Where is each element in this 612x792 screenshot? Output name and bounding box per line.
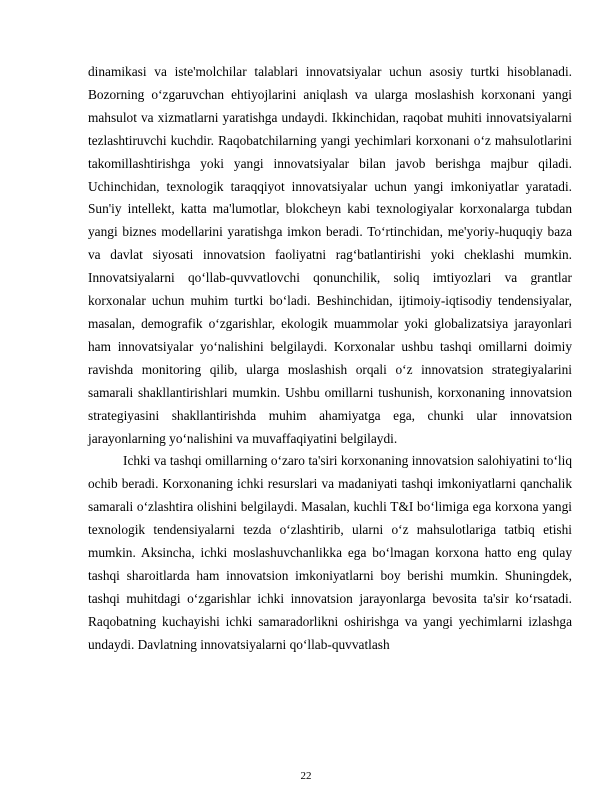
body-text	[88, 61, 572, 657]
paragraph-continued: dinamikasi va iste'molchilar talablari innovatsiyalar uchun asosiy turtki hisoblanadi. Bozorning o‘zgaruvchan ehtiyojlarini aniqlash va ularga moslashish korxonani yangi mahsulot va xizmatlarni yaratishga undaydi. Ikkinchidan, raqobat muhiti innovatsiyalarni tezlashtiruvchi kuchdir. Raqobatchilarning yangi yechimlari korxonani o‘z mahsulotlarini takomillashtirishga yoki yangi innovatsiyalar bilan javob berishga majbur qiladi. Uchinchidan, texnologik taraqqiyot innovatsiyalar uchun yangi imkoniyatlar yaratadi. Sun'iy intellekt, katta ma'lumotlar, blokcheyn kabi texnologiyalar korxonalarga tubdan yangi biznes modellarini yaratishga imkon beradi. To‘rtinchidan, me'yoriy-huquqiy baza va davlat siyosati innovatsion faoliyatni rag‘batlantirishi yoki cheklashi mumkin. Innovatsiyalarni qo‘llab-quvvatlovchi qonunchilik, soliq imtiyozlari va grantlar korxonalar uchun muhim turtki bo‘ladi. Beshinchidan, ijtimoiy-iqtisodiy tendensiyalar, masalan, demografik o‘zgarishlar, ekologik muammolar yoki globalizatsiya jarayonlari ham innovatsiyalar yo‘nalishini belgilaydi. Korxonalar ushbu tashqi omillarni doimiy ravishda monitoring qilib, ularga moslashish orqali o‘z innovatsion strategiyalarini samarali shakllantirishlari mumkin. Ushbu omillarni tushunish, korxonaning innovatsion strategiyasini shakllantirishda muhim ahamiyatga ega, chunki ular innovatsion jarayonlarning yo‘nalishini va muvaffaqiyatini belgilaydi.	[88, 64, 572, 446]
paragraph: Ichki va tashqi omillarning o‘zaro ta'siri korxonaning innovatsion salohiyatini to‘liq ochib beradi. Korxonaning ichki resurslari va madaniyati tashqi imkoniyatlarni qanchalik samarali o‘zlashtira olishini belgilaydi. Masalan, kuchli T&I bo‘limiga ega korxona yangi texnologik tendensiyalarni tezda o‘zlashtirib, ularni o‘z mahsulotlariga tatbiq etishi mumkin. Aksincha, ichki moslashuvchanlikka ega bo‘lmagan korxona hatto eng qulay tashqi sharoitlarda ham innovatsion imkoniyatlarni boy berishi mumkin. Shuningdek, tashqi muhitdagi o‘zgarishlar ichki innovatsion jarayonlarga bevosita ta'sir ko‘rsatadi. Raqobatning kuchayishi ichki samaradorlikni oshirishga va yangi yechimlarni izlashga undaydi. Davlatning innovatsiyalarni qo‘llab-quvvatlash	[88, 453, 572, 652]
page-number: 22	[300, 770, 312, 782]
